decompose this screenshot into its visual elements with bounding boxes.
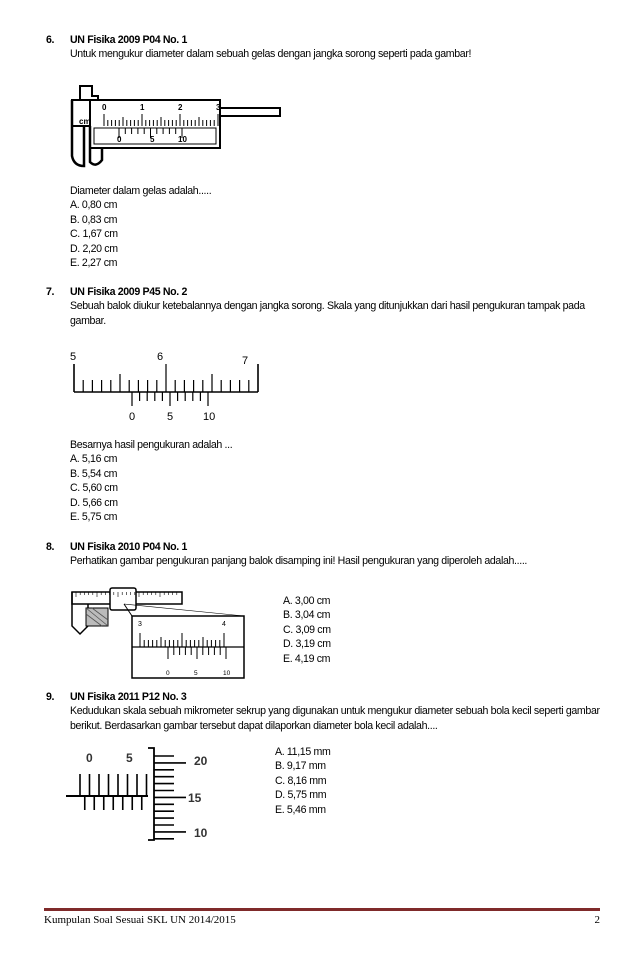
option-e[interactable]: E. 2,27 cm [70, 257, 118, 270]
thimble-scale-label: 15 [188, 791, 202, 805]
question-9-answers [275, 745, 395, 817]
option-c[interactable]: C. 1,67 cm [70, 228, 118, 241]
option-a[interactable]: A. 11,15 mm [275, 746, 331, 758]
option-e[interactable]: E. 5,46 mm [275, 803, 326, 816]
question-title: UN Fisika 2011 P12 No. 3 [70, 691, 187, 703]
question-title: UN Fisika 2010 P04 No. 1 [70, 541, 188, 553]
vernier-scale-figure-2 [66, 344, 266, 430]
question-title: UN Fisika 2009 P45 No. 2 [70, 286, 188, 298]
question-number: 6. [46, 34, 55, 46]
option-e[interactable]: E. 5,75 cm [70, 511, 118, 524]
question-number: 7. [46, 286, 55, 298]
main-scale-label: 3 [138, 621, 142, 628]
page-number: 2 [594, 914, 600, 926]
option-c[interactable]: C. 3,09 cm [283, 623, 331, 636]
vernier-scale-label: 0 [166, 670, 170, 677]
option-a[interactable]: A. 0,80 cm [70, 199, 118, 212]
vernier-scale-label: 5 [150, 135, 155, 144]
main-scale-label: 7 [242, 355, 249, 367]
main-scale-label: 6 [157, 351, 164, 363]
option-b[interactable]: B. 5,54 cm [70, 467, 118, 480]
thimble-scale-label: 20 [194, 754, 208, 768]
main-scale-label: 0 [102, 103, 107, 112]
main-scale-label: 1 [140, 103, 145, 112]
option-d[interactable]: D. 2,20 cm [70, 242, 118, 255]
vernier-scale-label: 0 [117, 135, 122, 144]
vernier-scale-label: 5 [167, 411, 174, 423]
sleeve-scale-label: 0 [86, 751, 93, 765]
caliper-with-zoom-figure-3 [68, 584, 248, 680]
unit-label: cm [79, 117, 91, 126]
footer-title: Kumpulan Soal Sesuai SKL UN 2014/2015 [44, 914, 236, 926]
main-scale-label: 3 [216, 103, 221, 112]
question-prompt: Diameter dalam gelas adalah..... [70, 185, 212, 197]
micrometer-figure-4 [66, 744, 226, 842]
question-number: 8. [46, 541, 55, 553]
sleeve-scale-label: 5 [126, 751, 133, 765]
question-text: Perhatikan gambar pengukuran panjang balok disamping ini! Hasil pengukuran yang diperoleh adalah..... [70, 555, 528, 568]
main-scale-label: 4 [222, 621, 226, 628]
option-b[interactable]: B. 3,04 cm [283, 609, 331, 622]
vernier-caliper-figure-1 [62, 80, 286, 172]
question-text: Sebuah balok diukur ketebalannya dengan jangka sorong. Skala yang ditunjukkan dari hasil pengukuran tampak pada gambar. [70, 300, 585, 327]
option-b[interactable]: B. 9,17 mm [275, 760, 326, 773]
question-title: UN Fisika 2009 P04 No. 1 [70, 34, 188, 46]
option-c[interactable]: C. 5,60 cm [70, 482, 118, 495]
option-a[interactable]: A. 3,00 cm [283, 595, 331, 607]
main-scale-label: 2 [178, 103, 183, 112]
thimble-scale-label: 10 [194, 826, 208, 840]
question-number: 9. [46, 691, 55, 703]
question-8-answers [283, 594, 403, 666]
option-e[interactable]: E. 4,19 cm [283, 652, 331, 665]
option-a[interactable]: A. 5,16 cm [70, 453, 118, 466]
option-d[interactable]: D. 5,66 cm [70, 496, 118, 509]
option-d[interactable]: D. 3,19 cm [283, 638, 331, 651]
vernier-scale-label: 10 [203, 411, 216, 423]
option-b[interactable]: B. 0,83 cm [70, 213, 118, 226]
vernier-scale-label: 0 [129, 411, 136, 423]
option-c[interactable]: C. 8,16 mm [275, 774, 327, 787]
question-text: Kedudukan skala sebuah mikrometer sekrup yang digunakan untuk mengukur diameter sebuah bola kecil seperti gambar berikut. Berdasarkan gambar tersebut dapat dilaporkan diameter bola kecil adalah.... [70, 705, 600, 732]
main-scale-label: 5 [70, 351, 77, 363]
footer-divider [44, 908, 600, 911]
vernier-scale-label: 10 [223, 670, 231, 677]
option-d[interactable]: D. 5,75 mm [275, 789, 327, 802]
vernier-scale-label: 5 [194, 670, 198, 677]
question-text: Untuk mengukur diameter dalam sebuah gelas dengan jangka sorong seperti pada gambar! [70, 48, 472, 61]
vernier-scale-label: 10 [178, 135, 187, 144]
question-prompt: Besarnya hasil pengukuran adalah ... [70, 439, 233, 451]
